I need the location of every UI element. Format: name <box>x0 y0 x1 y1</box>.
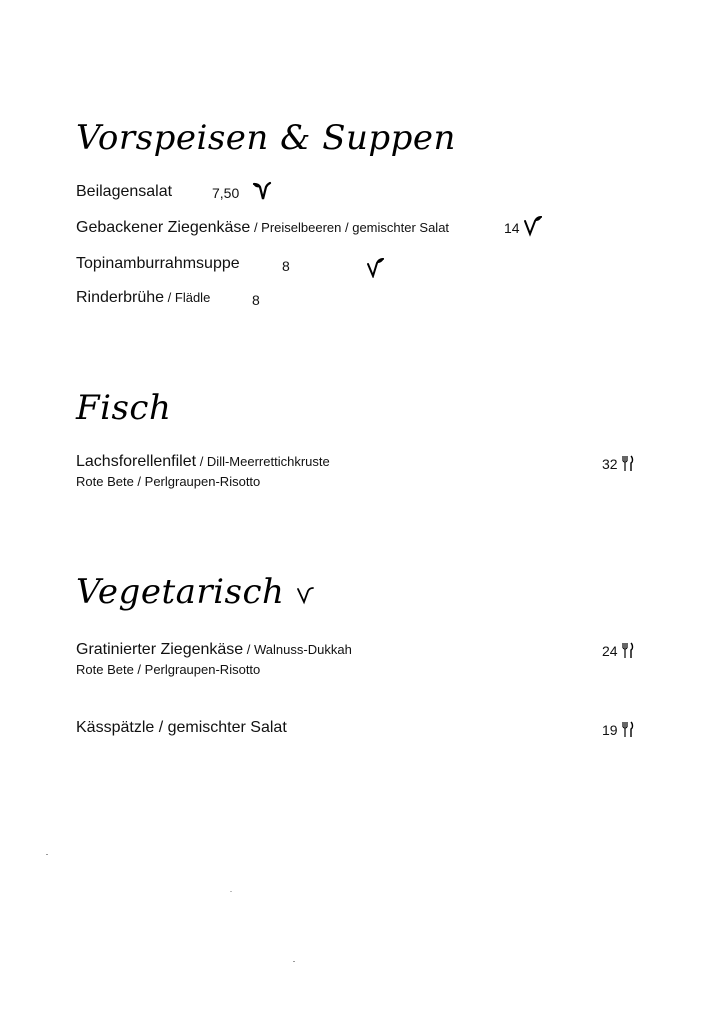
menu-item-name <box>76 719 287 737</box>
cutlery-icon <box>621 455 635 472</box>
item-side-dishes: Rote Bete / Perlgraupen-Risotto <box>76 662 261 677</box>
vegetarian-v-icon <box>296 585 316 605</box>
item-price: 8 <box>252 292 260 308</box>
item-name: Gebackener Ziegenkäse <box>76 219 251 236</box>
item-price: 24 <box>602 643 618 659</box>
item-name: Gratinierter Ziegenkäse <box>76 641 244 658</box>
item-name: Beilagensalat <box>76 183 173 200</box>
item-name: Rinderbrühe <box>76 289 165 306</box>
item-detail: / Walnuss-Dukkah <box>243 642 352 657</box>
section-title-fish: Fisch <box>76 388 172 428</box>
scan-speck <box>46 854 48 855</box>
item-detail: / Preiselbeeren / gemischter Salat <box>250 220 450 235</box>
menu-item-name <box>76 289 210 307</box>
scan-speck <box>230 891 232 892</box>
item-name: Kässpätzle / gemischter Salat <box>76 719 287 736</box>
section-title-vegetarian: Vegetarisch <box>76 572 285 612</box>
section-title-starters: Vorspeisen & Suppen <box>76 118 456 158</box>
item-price: 14 <box>504 220 520 236</box>
vegan-leaf-icon <box>522 215 544 237</box>
menu-item-name <box>76 453 330 471</box>
menu-item-name <box>76 255 240 273</box>
item-detail: / Dill-Meerrettichkruste <box>196 454 330 469</box>
item-price: 19 <box>602 722 618 738</box>
cutlery-icon <box>621 642 635 659</box>
vegan-leaf-icon <box>252 181 272 203</box>
menu-item-name <box>76 641 352 659</box>
item-name: Lachsforellenfilet <box>76 453 197 470</box>
vegan-leaf-icon <box>366 256 386 278</box>
item-price: 32 <box>602 456 618 472</box>
menu-item-name <box>76 183 172 201</box>
item-detail: / Flädle <box>164 290 211 305</box>
item-price: 7,50 <box>212 185 240 201</box>
item-side-dishes: Rote Bete / Perlgraupen-Risotto <box>76 474 261 489</box>
menu-item-name <box>76 219 449 237</box>
item-name: Topinamburrahmsuppe <box>76 255 240 272</box>
cutlery-icon <box>621 721 635 738</box>
scan-speck <box>293 961 295 962</box>
item-price: 8 <box>282 258 290 274</box>
